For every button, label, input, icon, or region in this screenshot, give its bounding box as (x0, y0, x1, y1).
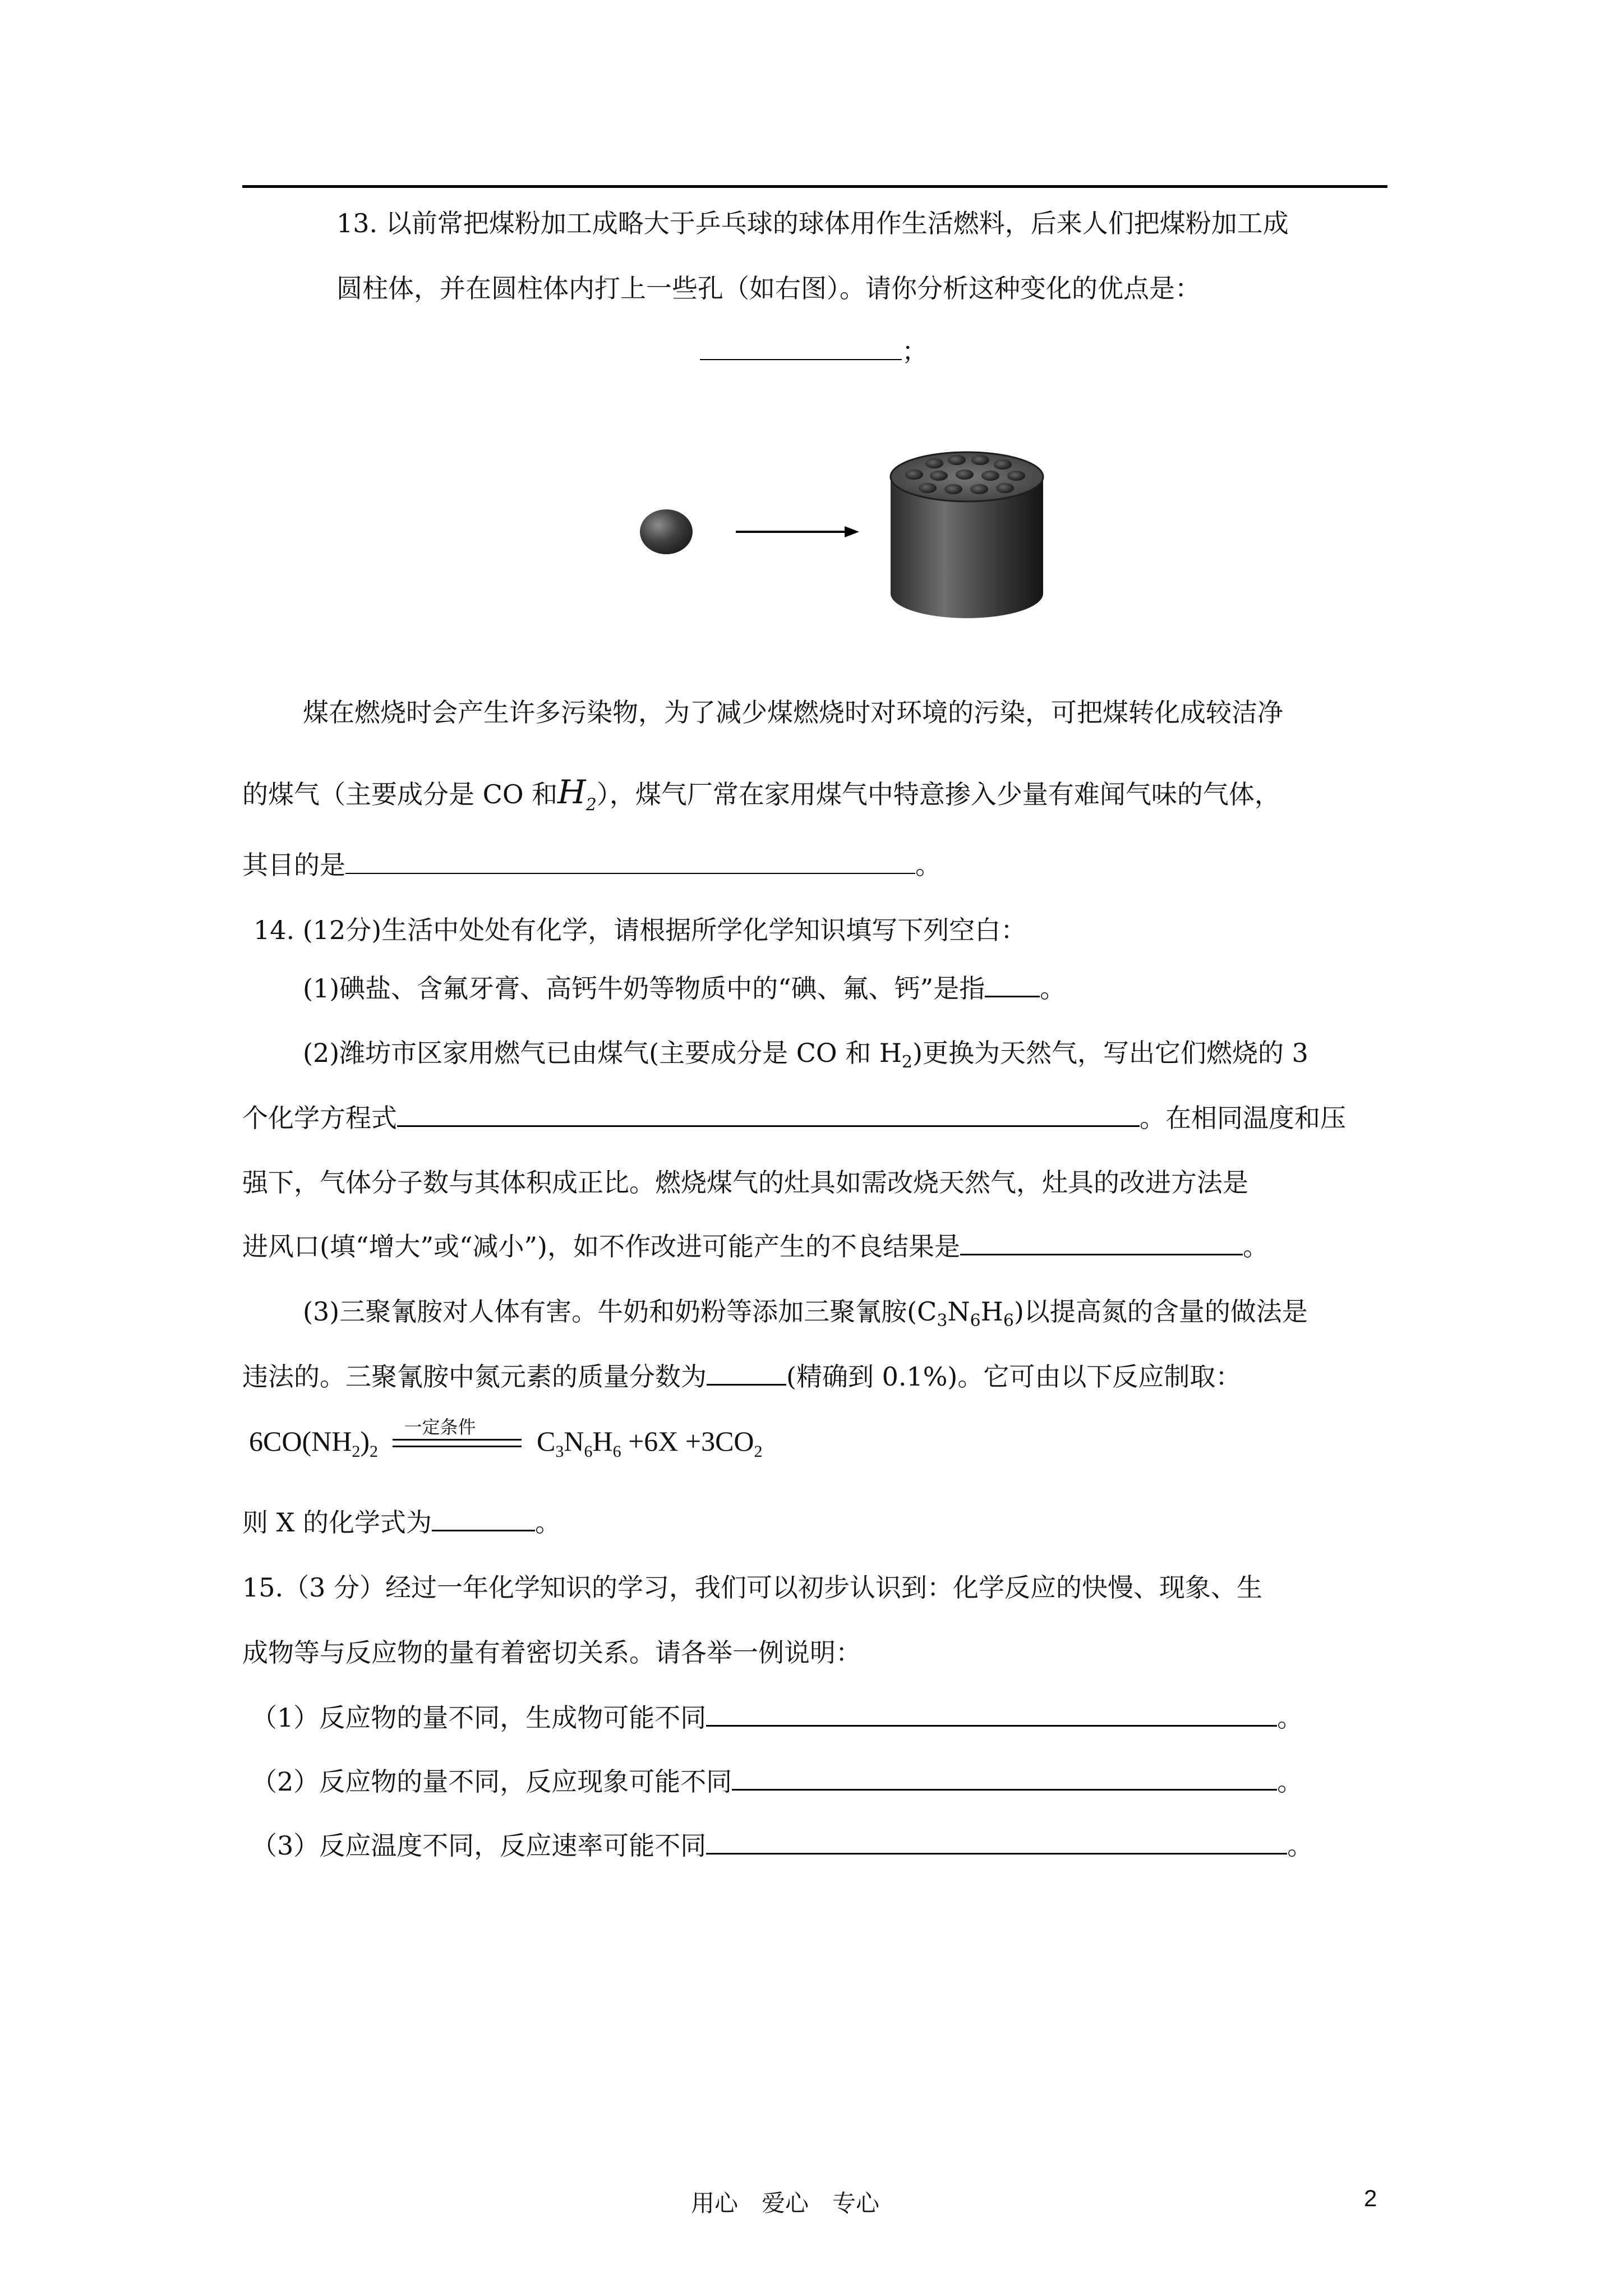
q14-part2-line4: 进风口(填“增大”或“减小”)，如不作改进可能产生的不良结果是 。 (242, 1231, 1269, 1262)
q15-item2: （2）反应物的量不同，反应现象可能不同 。 (251, 1766, 1303, 1797)
q14-part3-line1: (3)三聚氰胺对人体有害。牛奶和奶粉等添加三聚氰胺$(C_3N_6H_6)$以提高氮的含量的做法是 (303, 1296, 1308, 1331)
q13-line2: 圆柱体，并在圆柱体内打上一些孔（如右图）。请你分析这种变化的优点是： (336, 273, 1201, 303)
footer-motto: 用心 爱心 专心 (691, 2189, 880, 2217)
q14-part3-line2: 违法的。三聚氰胺中氮元素的质量分数为 (精确到 0.1%)。它可由以下反应制取： (242, 1361, 1242, 1392)
reaction-equation: $6CO(NH_2)_2$ 一定条件 $C_3N_6H_6 +6X +3CO_2$ (249, 1416, 763, 1461)
q15-item3: （3）反应温度不同，反应速率可能不同 。 (251, 1830, 1313, 1861)
header-rule (242, 185, 1387, 188)
answer-blank[interactable] (700, 337, 902, 360)
q15-item1: （1）反应物的量不同，生成物可能不同 。 (251, 1703, 1303, 1733)
answer-blank[interactable] (345, 850, 915, 874)
arrow-icon (736, 526, 859, 537)
q14-heading: 14. (12分)生活中处处有化学，请根据所学化学知识填写下列空白： (253, 915, 1027, 945)
q13-para3: 其目的是 。 (242, 850, 941, 880)
answer-blank[interactable] (707, 1361, 786, 1386)
answer-blank[interactable] (706, 1830, 1287, 1855)
coal-ball-icon (640, 509, 693, 554)
q15-heading-line2: 成物等与反应物的量有着密切关系。请各举一例说明： (242, 1637, 861, 1668)
answer-blank[interactable] (960, 1231, 1243, 1255)
reaction-condition: 一定条件 (393, 1433, 522, 1456)
q14-part1: (1)碘盐、含氟牙膏、高钙牛奶等物质中的“碘、氟、钙”是指 。 (303, 973, 1066, 1004)
q15-heading-line1: 15.（3 分）经过一年化学知识的学习，我们可以初步认识到：化学反应的快慢、现象、生 (242, 1572, 1263, 1603)
q14-part2-line1: (2)潍坊市区家用燃气已由煤气(主要成分是 CO 和 $H_2$)更换为天然气，写出它们燃烧的 3 (303, 1038, 1308, 1073)
answer-blank[interactable] (432, 1507, 535, 1531)
q14-part2-line2: 个化学方程式 。在相同温度和压 (242, 1103, 1346, 1133)
q13-para2: 的煤气（主要成分是 CO 和$H_2$），煤气厂常在家用煤气中特意掺入少量有难闻气味的气体， (242, 773, 1280, 815)
q13-answer-line: ； (700, 334, 928, 368)
answer-blank[interactable] (985, 973, 1040, 997)
q14-part4: 则 X 的化学式为 。 (242, 1507, 561, 1538)
q14-part2-line3: 强下，气体分子数与其体积成正比。燃烧煤气的灶具如需改烧天然气，灶具的改进方法是 (242, 1167, 1248, 1198)
h2-formula: $H_2$ (557, 773, 597, 815)
q13-para1: 煤在燃烧时会产生许多污染物，为了减少煤燃烧时对环境的污染，可把煤转化成较洁净 (303, 697, 1283, 728)
coal-cylinder-icon (891, 452, 1043, 618)
answer-blank[interactable] (397, 1103, 1140, 1127)
page-number: 2 (1364, 2185, 1377, 2211)
coal-figure (617, 443, 1066, 656)
q13-line1: 13. 以前常把煤粉加工成略大于乒乓球的球体用作生活燃料，后来人们把煤粉加工成 (336, 208, 1289, 238)
answer-blank[interactable] (732, 1766, 1277, 1791)
answer-blank[interactable] (706, 1703, 1277, 1727)
